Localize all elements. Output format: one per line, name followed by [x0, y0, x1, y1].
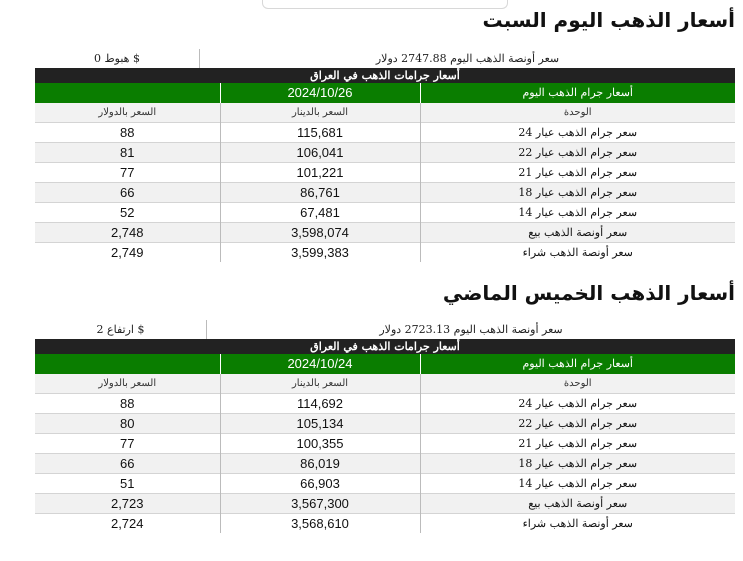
row-usd: 2,748: [35, 223, 220, 243]
column-header-unit: الوحدة: [420, 374, 735, 394]
table-title: أسعار جرامات الذهب في العراق: [35, 339, 735, 354]
row-dinar: 105,134: [220, 414, 420, 434]
row-dinar: 3,598,074: [220, 223, 420, 243]
ounce-info-bar: [35, 320, 735, 339]
gold-price-table: [35, 68, 735, 262]
table-row: [35, 143, 735, 163]
green-header-empty: [35, 354, 220, 374]
row-unit: سعر جرام الذهب عيار 18: [420, 454, 735, 474]
row-unit: سعر جرام الذهب عيار 14: [420, 203, 735, 223]
row-usd: 66: [35, 454, 220, 474]
row-unit: سعر جرام الذهب عيار 24: [420, 394, 735, 414]
ounce-price-text: سعر أونصة الذهب اليوم 2747.88 دولار: [375, 52, 560, 65]
column-header-dinar: السعر بالدينار: [220, 374, 420, 394]
row-dinar: 101,221: [220, 163, 420, 183]
row-unit: سعر جرام الذهب عيار 21: [420, 434, 735, 454]
row-usd: 77: [35, 163, 220, 183]
column-header-usd: السعر بالدولار: [35, 374, 220, 394]
row-dinar: 67,481: [220, 203, 420, 223]
row-unit: سعر أونصة الذهب بيع: [420, 494, 735, 514]
row-dinar: 106,041: [220, 143, 420, 163]
price-change-text: ارتفاع 2 $: [96, 323, 145, 336]
row-dinar: 114,692: [220, 394, 420, 414]
row-dinar: 86,761: [220, 183, 420, 203]
row-usd: 2,724: [35, 514, 220, 534]
price-date: 2024/10/24: [220, 354, 420, 374]
column-header-unit: الوحدة: [420, 103, 735, 123]
section-heading-saturday: أسعار الذهب اليوم السبت: [482, 8, 735, 32]
row-usd: 51: [35, 474, 220, 494]
table-row: [35, 243, 735, 263]
row-dinar: 3,568,610: [220, 514, 420, 534]
row-dinar: 3,599,383: [220, 243, 420, 263]
row-unit: سعر أونصة الذهب بيع: [420, 223, 735, 243]
row-dinar: 3,567,300: [220, 494, 420, 514]
column-header-dinar: السعر بالدينار: [220, 103, 420, 123]
table-row: [35, 163, 735, 183]
table-title: أسعار جرامات الذهب في العراق: [35, 68, 735, 83]
section-heading-thursday: أسعار الذهب الخميس الماضي: [442, 281, 735, 305]
gold-price-block-thursday: [35, 320, 735, 533]
row-usd: 66: [35, 183, 220, 203]
column-header-usd: السعر بالدولار: [35, 103, 220, 123]
row-dinar: 100,355: [220, 434, 420, 454]
table-row: [35, 183, 735, 203]
table-body: [35, 123, 735, 263]
green-header-empty: [35, 83, 220, 103]
row-unit: سعر أونصة الذهب شراء: [420, 514, 735, 534]
row-usd: 81: [35, 143, 220, 163]
row-usd: 88: [35, 394, 220, 414]
search-box-edge[interactable]: [262, 0, 508, 9]
row-unit: سعر جرام الذهب عيار 14: [420, 474, 735, 494]
gold-price-block-saturday: [35, 49, 735, 262]
row-dinar: 115,681: [220, 123, 420, 143]
table-row: [35, 414, 735, 434]
green-header-label: أسعار جرام الذهب اليوم: [420, 83, 735, 103]
row-usd: 88: [35, 123, 220, 143]
row-unit: سعر جرام الذهب عيار 22: [420, 143, 735, 163]
table-row: [35, 454, 735, 474]
price-date: 2024/10/26: [220, 83, 420, 103]
green-header-label: أسعار جرام الذهب اليوم: [420, 354, 735, 374]
row-unit: سعر جرام الذهب عيار 21: [420, 163, 735, 183]
row-unit: سعر جرام الذهب عيار 24: [420, 123, 735, 143]
row-dinar: 66,903: [220, 474, 420, 494]
row-unit: سعر جرام الذهب عيار 18: [420, 183, 735, 203]
price-change-text: هبوط 0 $: [94, 52, 140, 65]
table-body: [35, 394, 735, 534]
row-dinar: 86,019: [220, 454, 420, 474]
info-divider: [199, 49, 200, 68]
row-unit: سعر أونصة الذهب شراء: [420, 243, 735, 263]
table-row: [35, 474, 735, 494]
ounce-price-text: سعر أونصة الذهب اليوم 2723.13 دولار: [379, 323, 563, 336]
info-divider: [206, 320, 207, 339]
gold-price-table: [35, 339, 735, 533]
row-usd: 2,749: [35, 243, 220, 263]
table-row: [35, 203, 735, 223]
row-usd: 2,723: [35, 494, 220, 514]
table-row: [35, 223, 735, 243]
table-row: [35, 494, 735, 514]
table-row: [35, 123, 735, 143]
row-usd: 52: [35, 203, 220, 223]
table-row: [35, 514, 735, 534]
row-usd: 80: [35, 414, 220, 434]
table-row: [35, 434, 735, 454]
row-unit: سعر جرام الذهب عيار 22: [420, 414, 735, 434]
ounce-info-bar: [35, 49, 735, 68]
row-usd: 77: [35, 434, 220, 454]
table-row: [35, 394, 735, 414]
